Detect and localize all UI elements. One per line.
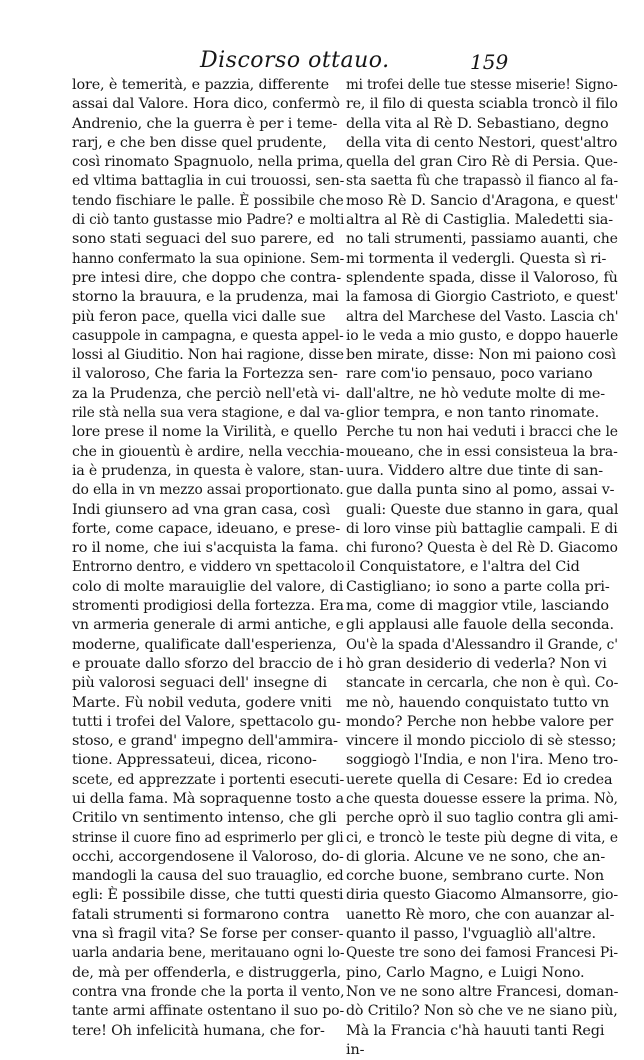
text-line: uanetto Rè moro, che con auanzar al- [346, 906, 615, 923]
text-line: dall'altre, ne hò vedute molte di me- [346, 385, 605, 402]
text-line: quanto il passo, l'vguagliò all'altre. [346, 926, 596, 943]
text-line: occhi, accorgendosene il Valoroso, do- [72, 848, 344, 865]
running-title: Discorso ottauo. [200, 48, 390, 73]
text-line: mi tormenta il vedergli. Questa sì ri- [346, 250, 607, 267]
text-line: sta saetta fù che trapassò il fianco al fa- [346, 173, 618, 190]
text-line: moueano, che in essi consisteua la bra- [346, 443, 618, 460]
text-line: lossi al Giuditio. Non hai ragione, disse [72, 347, 344, 364]
text-line: ia è prudenza, in questa è valore, stan- [72, 462, 344, 479]
text-line: lore, è temerità, e pazzia, differente [72, 77, 329, 93]
text-line: che questa douesse essere la prima. Nò, [346, 790, 618, 807]
text-line: egli: È possibile disse, che tutti questi [72, 887, 344, 904]
text-line: ben mirate, disse: Non mi paiono così [346, 347, 616, 364]
right-text-column [346, 76, 618, 1060]
text-line: soggiogò l'India, e non l'ira. Meno tro- [346, 752, 618, 769]
text-line: il valoroso, Che faria la Fortezza sen- [72, 366, 338, 383]
text-line: più feron pace, quella vici dalle sue [72, 308, 326, 325]
text-line: assai dal Valore. Hora dico, confermò [72, 96, 340, 113]
text-line: pino, Carlo Magno, e Luigi Nono. [346, 964, 585, 981]
text-line: casuppole in campagna, e questa appel- [72, 327, 344, 344]
text-line: di gloria. Alcune ve ne sono, che an- [346, 848, 606, 865]
text-line: uarla andaria bene, meritauano ogni lo- [72, 945, 345, 962]
text-line: della vita di cento Nestori, quest'altro [346, 134, 618, 151]
text-line: me nò, hauendo conquistato tutto vn [346, 694, 610, 711]
text-line: rile stà nella sua vera stagione, e dal va- [72, 405, 345, 422]
text-line: lore prese il nome la Virilità, e quello [72, 424, 338, 441]
text-line: hanno confermato la sua opinione. Sem- [72, 250, 345, 267]
text-line: Non ve ne sono altre Francesi, doman- [346, 983, 619, 1000]
text-line: vn armeria generale di armi antiche, e [72, 617, 344, 634]
text-line: stromenti prodigiosi della fortezza. Era [72, 598, 344, 615]
text-line: chi furono? Questa è del Rè D. Giacomo [346, 540, 618, 557]
text-line: fatali strumenti si formarono contra [72, 906, 330, 923]
text-line: che in giouentù è ardire, nella vecchia- [72, 443, 345, 460]
text-line: vna sì fragil vita? Se forse per conser- [72, 926, 344, 943]
text-line: ci, e troncò le teste più degne di vita, e [346, 829, 618, 846]
text-line: gli applausi alle fauole della seconda. [346, 617, 614, 634]
text-line: Andrenio, che la guerra è per i teme- [72, 115, 338, 132]
text-line: gue dalla punta sino al pomo, assai v- [346, 482, 615, 499]
text-line: forte, come capace, ideuano, e prese- [72, 520, 341, 537]
text-line: scete, ed apprezzate i portenti esecuti- [72, 771, 345, 788]
text-line: Castigliano; io sono a parte colla pri- [346, 578, 610, 595]
text-line: tendo fischiare le palle. È possibile che [72, 192, 344, 209]
text-line: altra del Marchese del Vasto. Lascia ch' [346, 308, 619, 325]
text-line: Critilo vn sentimento intenso, che gli [72, 810, 337, 827]
text-line: ma, come di maggior vtile, lasciando [346, 598, 609, 615]
text-line: storno la brauura, e la prudenza, mai [72, 289, 339, 306]
text-line: uerete quella di Cesare: Ed io credea [346, 771, 613, 788]
text-line: mandogli la causa del suo trauaglio, ed [72, 868, 344, 885]
text-line: ed vltima battaglia in cui trouossi, sen- [72, 173, 345, 190]
text-line: mi trofei delle tue stesse miserie! Signo- [346, 77, 618, 93]
text-line: tutti i trofei del Valore, spettacolo gu- [72, 713, 341, 730]
text-line: sono stati seguaci del suo parere, ed [72, 231, 335, 248]
text-line: quella del gran Ciro Rè di Persia. Que- [346, 154, 618, 171]
text-line: moso Rè D. Sancio d'Aragona, e quest' [346, 192, 619, 209]
text-line: Perche tu non hai veduti i bracci che le [346, 424, 618, 441]
text-line: hò gran desiderio di vederla? Non vi [346, 655, 607, 672]
text-line: stoso, e grand' impegno dell'ammira- [72, 733, 338, 750]
text-line: dò Critilo? Non sò che ve ne siano più, [346, 1003, 618, 1020]
text-line: pre intesi dire, che doppo che contra- [72, 269, 342, 286]
text-line: così rinomato Spagnuolo, nella prima, [72, 154, 344, 171]
text-line: tante armi affinate ostentano il suo po- [72, 1003, 345, 1020]
text-line: ro il nome, che iui s'acquista la fama. [72, 540, 339, 557]
text-line: di loro vinse più battaglie campali. E di [346, 520, 618, 537]
text-line: Mà la Francia c'hà hauuti tanti Regi [346, 1022, 605, 1039]
text-line: il Conquistatore, e l'altra del Cid [346, 559, 580, 576]
text-line: tere! Oh infelicità humana, che for- [72, 1022, 325, 1039]
text-line: guali: Queste due stanno in gara, qual [346, 501, 619, 518]
text-line: più valorosi seguaci dell' insegne di [72, 675, 328, 692]
text-line: rarj, e che ben disse quel prudente, [72, 134, 327, 151]
text-line: re, il filo di questa sciabla troncò il filo [346, 96, 618, 113]
text-line: corche buone, sembrano curte. Non [346, 868, 605, 885]
left-text-column [72, 76, 344, 1041]
text-line: splendente spada, disse il Valoroso, fù [346, 269, 618, 286]
text-line: Indi giunsero ad vna gran casa, così [72, 501, 331, 518]
text-line: io le veda a mio gusto, e doppo hauerle [346, 327, 619, 344]
text-line: za la Prudenza, che perciò nell'età vi- [72, 385, 340, 402]
text-line: tione. Appressateui, dicea, ricono- [72, 752, 317, 769]
text-line: colo di molte marauiglie del valore, di [72, 578, 344, 595]
text-line: stancate in cercarla, che non è quì. Co- [346, 675, 619, 692]
text-line: diria questo Giacomo Almansorre, gio- [346, 887, 619, 904]
page-number: 159 [470, 50, 509, 74]
text-line: altra al Rè di Castiglia. Maledetti sia- [346, 212, 613, 229]
text-line: Entrorno dentro, e viddero vn spettacolo [72, 559, 345, 576]
text-line: do ella in vn mezzo assai proportionato. [72, 482, 344, 499]
text-line: ui della fama. Mà sopraquenne tosto a [72, 790, 344, 807]
text-line: glior tempra, e non tanto rinomate. [346, 405, 600, 422]
text-line: Queste tre sono dei famosi Francesi Pi- [346, 945, 618, 962]
text-line: la famosa di Giorgio Castrioto, e quest' [346, 289, 619, 306]
text-line: Marte. Fù nobil veduta, godere vniti [72, 694, 332, 711]
text-line: e prouate dallo sforzo del braccio de i [72, 655, 343, 672]
text-line: no tali strumenti, passiamo auanti, che [346, 231, 618, 248]
text-line: vincere il mondo picciolo di sè stesso; [346, 733, 617, 750]
text-line: moderne, qualificate dall'esperienza, [72, 636, 337, 653]
text-line: di ciò tanto gustasse mio Padre? e molti [72, 212, 345, 229]
text-line: contra vna fronde che la porta il vento, [72, 983, 345, 1000]
text-line: Ou'è la spada d'Alessandro il Grande, c' [346, 636, 618, 653]
text-line: mondo? Perche non hebbe valore per [346, 713, 614, 730]
text-line: strinse il cuore fino ad esprimerlo per gli [72, 829, 344, 846]
text-line: in- [346, 1041, 365, 1058]
text-line: uura. Viddero altre due tinte di san- [346, 462, 603, 479]
text-line: perche oprò il suo taglio contra gli ami- [346, 810, 619, 827]
text-line: rare com'io pensauo, poco variano [346, 366, 593, 383]
text-line: de, mà per offenderla, e distruggerla, [72, 964, 341, 981]
text-line: della vita al Rè D. Sebastiano, degno [346, 115, 609, 132]
